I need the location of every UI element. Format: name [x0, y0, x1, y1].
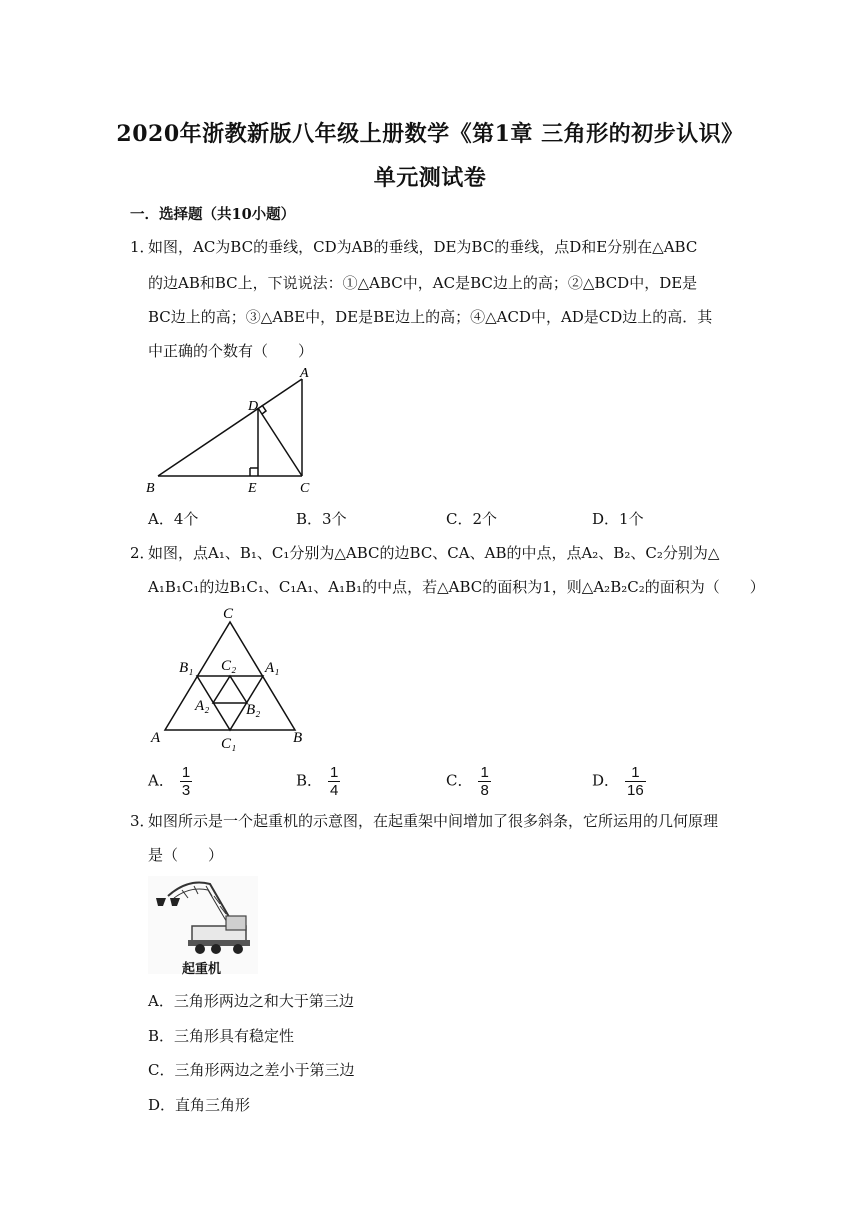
right-angle-mark-d: [262, 405, 266, 414]
q2-line-2: A₁B₁C₁的边B₁C₁、C₁A₁、A₁B₁的中点，若△ABC的面积为1，则△A₂B₂C₂的面积为（ ）: [148, 578, 765, 596]
q2-option-d: [592, 764, 646, 799]
q2-label-b: B: [293, 730, 303, 746]
q2-label-b1: B₁: [179, 660, 194, 676]
q3-option-d: D．直角三角形: [148, 1096, 251, 1114]
q1-option-a: A．4个: [148, 510, 199, 528]
segment-ab: [158, 379, 302, 476]
q3-option-b: B．三角形具有稳定性: [148, 1027, 295, 1045]
crane-caption: 起重机: [182, 962, 222, 977]
q3-line-1: 如图所示是一个起重机的示意图，在起重架中间增加了很多斜条，它所运用的几何原理: [148, 812, 719, 830]
q2-option-c-numerator: 1: [480, 764, 489, 781]
q2-line-1: 如图，点A₁、B₁、C₁分别为△ABC的边BC、CA、AB的中点，点A₂、B₂、C₂分别为△: [148, 544, 720, 562]
q1-line-4: 中正确的个数有（ ）: [148, 342, 314, 360]
q1-label-a: A: [300, 366, 309, 381]
q2-option-d-fraction: [625, 764, 646, 799]
crane-cab: [226, 916, 246, 930]
q1-figure: [140, 362, 330, 498]
q2-label-b2: B₂: [246, 702, 261, 718]
q3-number: 3．: [130, 812, 155, 830]
q2-option-b-letter: B．: [296, 771, 323, 790]
q2-label-a2: A₂: [195, 698, 210, 714]
q2-label-c: C: [223, 606, 234, 622]
q2-option-a-fraction: [180, 764, 192, 799]
section-heading: 一．选择题（共10小题）: [130, 206, 296, 223]
q2-option-d-denominator: 16: [627, 782, 644, 799]
q3-option-c: C．三角形两边之差小于第三边: [148, 1061, 355, 1079]
q3-line-2: 是（ ）: [148, 846, 224, 864]
q2-option-d-numerator: 1: [625, 764, 646, 782]
q3-option-a: A．三角形两边之和大于第三边: [148, 992, 354, 1010]
q2-option-a: [148, 764, 192, 799]
q1-line-3: BC边上的高；③△ABE中，DE是BE边上的高；④△ACD中，AD是CD边上的高．其: [148, 308, 713, 326]
document-title-line1: 2020年浙教新版八年级上册数学《第1章 三角形的初步认识》: [116, 121, 744, 147]
q2-option-a-numerator: 1: [181, 764, 191, 781]
q2-option-b: [296, 764, 340, 799]
q2-option-c-letter: C．: [446, 771, 473, 790]
q2-option-b-denominator: 4: [330, 782, 339, 799]
triangle-a2b2c2: [213, 676, 247, 703]
q1-option-c: C．2个: [446, 510, 498, 528]
q1-line-2: 的边AB和BC上，下说说法：①△ABC中，AC是BC边上的高；②△BCD中，DE是: [148, 274, 698, 292]
document-title-line2: 单元测试卷: [373, 165, 487, 191]
q1-label-c: C: [300, 481, 310, 496]
q1-number: 1．: [130, 238, 155, 256]
q2-option-c-denominator: 8: [480, 782, 489, 799]
q2-option-d-letter: D．: [592, 771, 620, 790]
q2-number: 2．: [130, 544, 155, 562]
q2-option-b-numerator: 1: [330, 764, 339, 781]
q2-figure: [145, 600, 315, 760]
q2-option-a-denominator: 3: [181, 782, 191, 799]
q2-label-c1: C₁: [221, 736, 237, 752]
q1-label-b: B: [146, 481, 155, 496]
q2-option-c-fraction: [478, 764, 490, 799]
q1-label-e: E: [248, 481, 257, 496]
crane-wheel: [195, 944, 205, 954]
q1-option-d: D．1个: [592, 510, 644, 528]
q2-label-a1: A₁: [265, 660, 280, 676]
q2-label-a: A: [151, 730, 161, 746]
segment-cd: [258, 408, 302, 476]
q2-option-c: [446, 764, 491, 799]
q1-label-d: D: [248, 399, 259, 414]
q2-label-c2: C₂: [221, 658, 237, 674]
q1-option-b: B．3个: [296, 510, 347, 528]
q1-line-1: 如图，AC为BC的垂线，CD为AB的垂线，DE为BC的垂线，点D和E分别在△ABC: [148, 238, 698, 256]
q2-option-b-fraction: [328, 764, 340, 799]
q2-option-a-letter: A．: [148, 771, 174, 790]
